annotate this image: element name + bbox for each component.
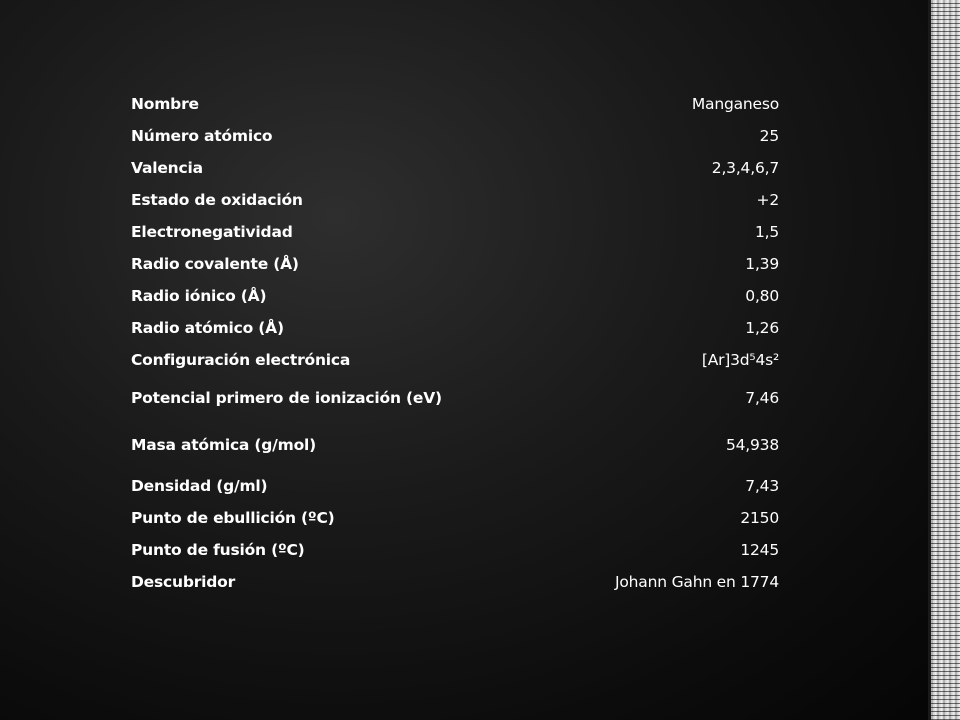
table-row: [131, 420, 779, 470]
row-label: Potencial primero de ionización (eV): [131, 389, 442, 407]
row-value: 25: [759, 127, 779, 145]
row-value: 2,3,4,6,7: [711, 159, 779, 177]
table-row: [131, 534, 779, 566]
row-label: Masa atómica (g/mol): [131, 436, 317, 454]
table-row: [131, 248, 779, 280]
row-value: 1,5: [754, 223, 779, 241]
film-edge-decoration: [928, 0, 960, 720]
row-value: 0,80: [745, 287, 779, 305]
row-value: 54,938: [725, 436, 779, 454]
table-row: [131, 120, 779, 152]
table-row: [131, 344, 779, 376]
row-label: Configuración electrónica: [131, 351, 351, 369]
table-row: [131, 502, 779, 534]
row-value: 7,46: [745, 389, 779, 407]
row-label: Nombre: [131, 95, 199, 113]
table-row: [131, 88, 779, 120]
row-value: 2150: [740, 509, 779, 527]
row-label: Valencia: [131, 159, 203, 177]
row-value: Johann Gahn en 1774: [615, 573, 779, 591]
table-row: [131, 152, 779, 184]
row-label: Punto de fusión (ºC): [131, 541, 305, 559]
row-label: Radio covalente (Å): [131, 255, 299, 273]
row-label: Electronegatividad: [131, 223, 293, 241]
table-row: [131, 376, 779, 420]
row-label: Punto de ebullición (ºC): [131, 509, 335, 527]
table-row: [131, 184, 779, 216]
row-label: Radio atómico (Å): [131, 319, 284, 337]
table-row: [131, 280, 779, 312]
row-label: Densidad (g/ml): [131, 477, 268, 495]
row-value: 1,26: [745, 319, 779, 337]
row-value: 1245: [740, 541, 779, 559]
row-label: Estado de oxidación: [131, 191, 303, 209]
row-label: Número atómico: [131, 127, 273, 145]
table-row: [131, 312, 779, 344]
row-value: +2: [756, 191, 779, 209]
row-value: 1,39: [745, 255, 779, 273]
table-row: [131, 470, 779, 502]
row-value: [Ar]3d⁵4s²: [701, 351, 779, 369]
row-value: 7,43: [745, 477, 779, 495]
row-label: Descubridor: [131, 573, 236, 591]
table-row: [131, 566, 779, 598]
element-properties-table: [131, 88, 779, 598]
row-value: Manganeso: [691, 95, 779, 113]
row-label: Radio iónico (Å): [131, 287, 267, 305]
table-row: [131, 216, 779, 248]
